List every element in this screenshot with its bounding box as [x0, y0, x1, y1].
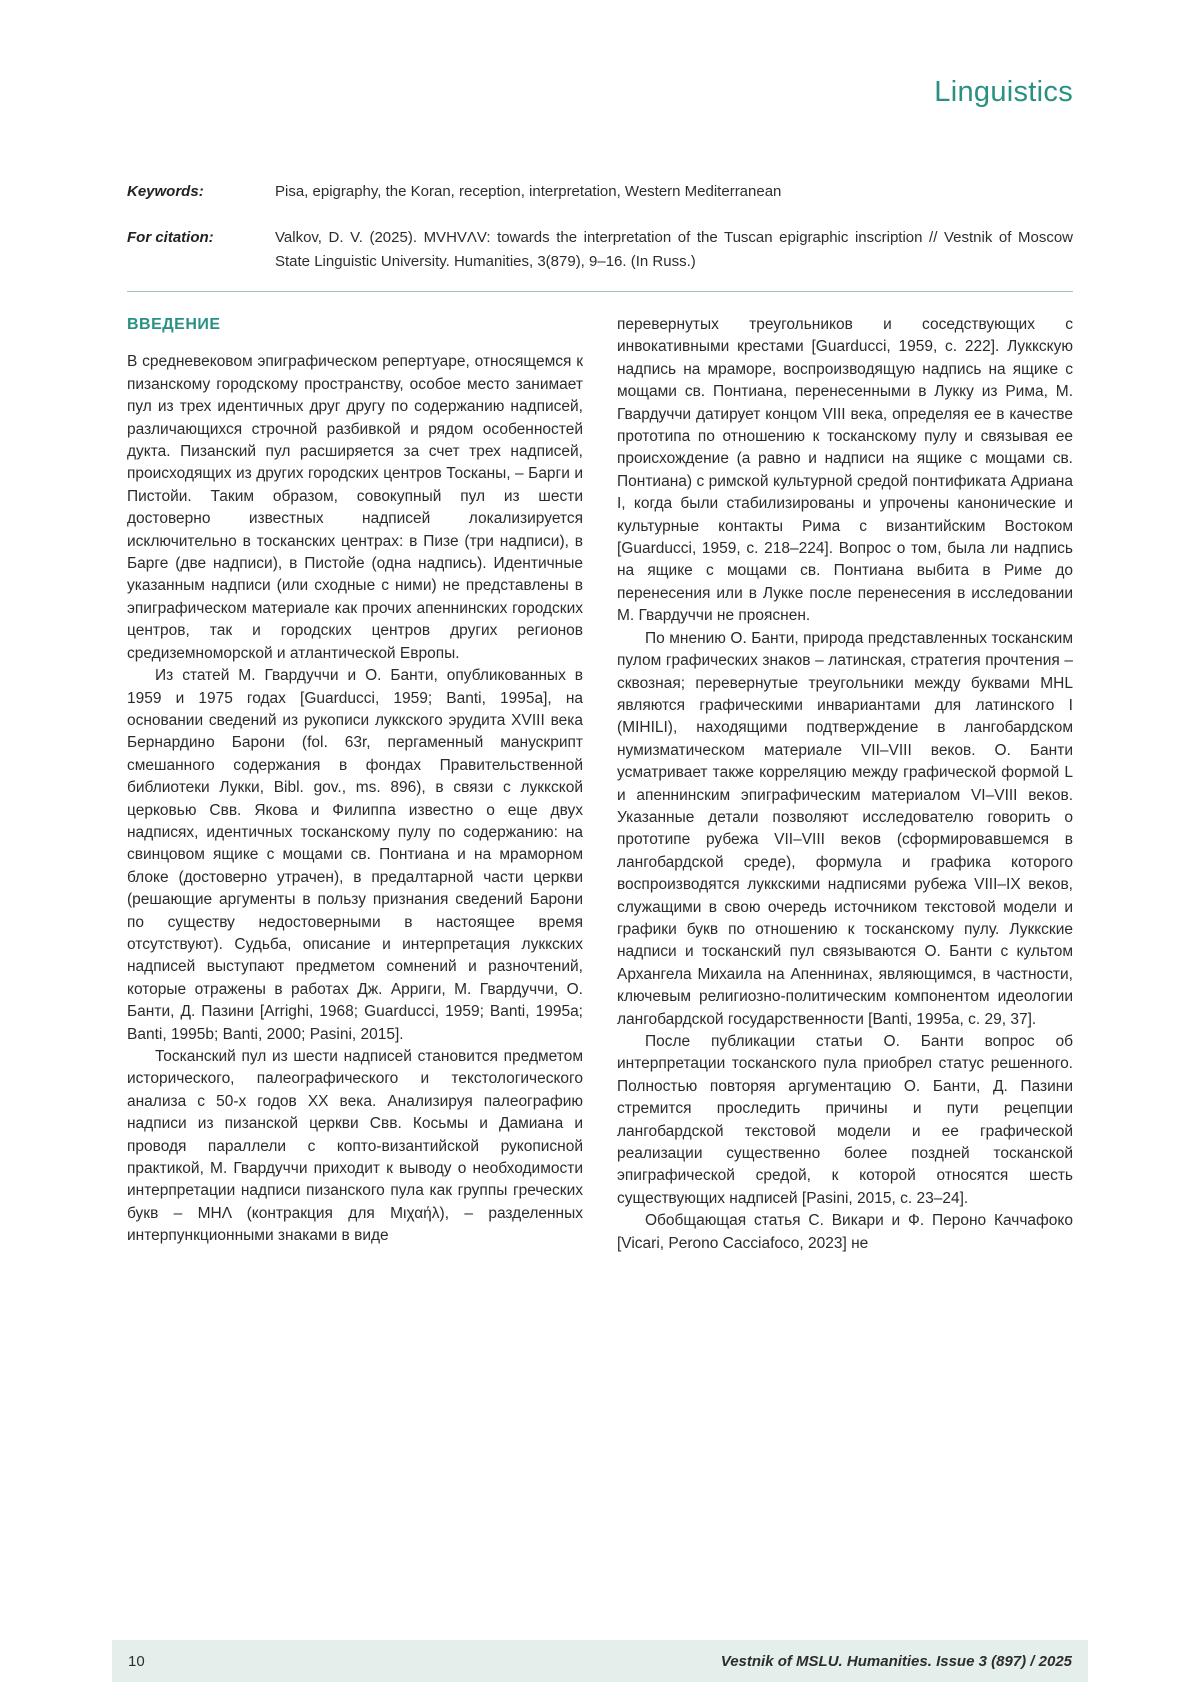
citation-value: Valkov, D. V. (2025). MVHVΛV: towards the interpretation of the Tuscan epigraphic inscription // Vestnik of Moscow State Linguistic University. Humanities, 3(879), 9–16. (In Russ.)	[275, 229, 1073, 270]
section-label: Linguistics	[934, 76, 1073, 108]
paragraph: В средневековом эпиграфическом репертуаре, относящемся к пизанскому городскому пространству, особое место занимает пул из трех идентичных друг другу по содержанию надписей, различающихся строчной разбивкой и рядом особенностей дукта. Пизанский пул расширяется за счет трех надписей, происходящих из других городских центров Тосканы, – Барги и Пистойи. Таким образом, совокупный пул из шести достоверно известных надписей локализируется исключительно в тосканских центрах: в Пизе (три надписи), в Барге (две надписи), в Пистойе (одна надпись). Идентичные указанным надписи (или сходные с ними) не представлены в эпиграфическом материале как прочих апеннинских городских центров, так и городских центров других регионов средиземноморской и атлантической Европы.	[127, 353, 583, 662]
keywords-value: Pisa, epigraphy, the Koran, reception, interpretation, Western Mediterranean	[275, 183, 782, 200]
running-head	[127, 76, 1073, 109]
section-heading: ВВЕДЕНИЕ	[127, 316, 221, 333]
keywords-label: Keywords:	[127, 183, 204, 200]
paragraph: перевернутых треугольников и соседствующих с инвокативными крестами [Guarducci, 1959, с. 222]. Луккскую надпись на мраморе, воспроизводящую надпись на ящике с мощами св. Понтиана, перенесенными в Лукку из Рима, М. Гвардуччи датирует концом VIII века, определяя ее в качестве прототипа по отношению к тосканскому пулу и связывая ее происхождение (а равно и надписи на ящике с мощами св. Понтиана) с римской культурной средой понтификата Адриана I, когда были стабилизированы и упрочены канонические и культурные контакты Рима с византийским Востоком [Guarducci, 1959, с. 218–224]. Вопрос о том, была ли надпись на ящике с мощами св. Понтиана выбита в Риме до перенесения или в Лукке после перенесения в исследовании М. Гвардуччи не прояснен.	[617, 316, 1073, 625]
paragraph: По мнению О. Банти, природа представленных тосканским пулом графических знаков – латинская, стратегия прочтения – сквозная; перевернутые треугольники между буквами MHL являются графическими инвариантами для латинского I (MIHILI), находящими подтверждение в лангобардском нумизматическом материале VII–VIII веков. О. Банти усматривает также корреляцию между графической формой L и апеннинским эпиграфическим материалом VI–VIII веков. Указанные детали позволяют исследователю говорить о прототипе рубежа VII–VIII веков (сформировавшемся в лангобардской среде), формула и графика которого воспроизводятся луккскими надписями рубежа VIII–IX веков, служащими в свою очередь источником текстовой модели и графики букв по отношению к тосканскому пулу. Луккские надписи и тосканский пул связываются О. Банти с культом Архангела Михаила на Апеннинах, являющимся, в частности, ключевым религиозно-политическим компонентом идеологии лангобардской государственности [Banti, 1995a, с. 29, 37].	[617, 629, 1073, 1028]
footer-band	[112, 1640, 1088, 1682]
citation-label: For citation:	[127, 229, 214, 247]
citation-row	[127, 226, 1073, 273]
article-meta	[127, 180, 1073, 296]
body-columns	[127, 314, 1073, 1255]
right-column	[617, 314, 1073, 1255]
left-column	[127, 314, 583, 1255]
paragraph: Обобщающая статья С. Викари и Ф. Пероно Каччафоко [Vicari, Perono Cacciafoco, 2023] не	[617, 1212, 1073, 1252]
divider-rule	[127, 291, 1073, 292]
paragraph: Из статей М. Гвардуччи и О. Банти, опубликованных в 1959 и 1975 годах [Guarducci, 1959; Banti, 1995a], на основании сведений из рукописи луккского эрудита XVIII века Бернардино Барони (fol. 63r, пергаменный манускрипт смешанного содержания в фондах Правительственной библиотеки Лукки, Bibl. gov., ms. 896), в связи с луккской церковью Свв. Якова и Филиппа известно о еще двух надписях, идентичных тосканскому пулу по содержанию: на свинцовом ящике с мощами св. Понтиана и на мраморном блоке (достоверно утрачен), в предалтарной части церкви (решающие аргументы в пользу признания сведений Барони по существу недостоверными в настоящее время отсутствуют). Судьба, описание и интерпретация луккских надписей выступают предметом сомнений и разночтений, которые отражены в работах Дж. Арриги, М. Гвардуччи, О. Банти, Д. Пазини [Arrighi, 1968; Guarducci, 1959; Banti, 1995a; Banti, 1995b; Banti, 2000; Pasini, 2015].	[127, 667, 583, 1043]
page-number: 10	[128, 1652, 145, 1670]
paragraph: После публикации статьи О. Банти вопрос об интерпретации тосканского пула приобрел статус решенного. Полностью повторяя аргументацию О. Банти, Д. Пазини стремится проследить причины и пути рецепции лангобардской текстовой модели и ее графической реализации существенно более поздней тосканской эпиграфической средой, к которой относятся шесть существующих надписей [Pasini, 2015, с. 23–24].	[617, 1033, 1073, 1207]
paragraph: Тосканский пул из шести надписей становится предметом исторического, палеографического и текстологического анализа с 50-х годов XX века. Анализируя палеографию надписи из пизанской церкви Свв. Косьмы и Дамиана и проводя параллели с копто-византийской рукописной практикой, М. Гвардуччи приходит к выводу о необходимости интерпретации надписи пизанского пула как группы греческих букв – MHΛ (контракция для Μιχαήλ), – разделенных интерпункционными знаками в виде	[127, 1048, 583, 1245]
keywords-row	[127, 180, 1073, 203]
journal-line: Vestnik of MSLU. Humanities. Issue 3 (897) / 2025	[720, 1652, 1072, 1670]
